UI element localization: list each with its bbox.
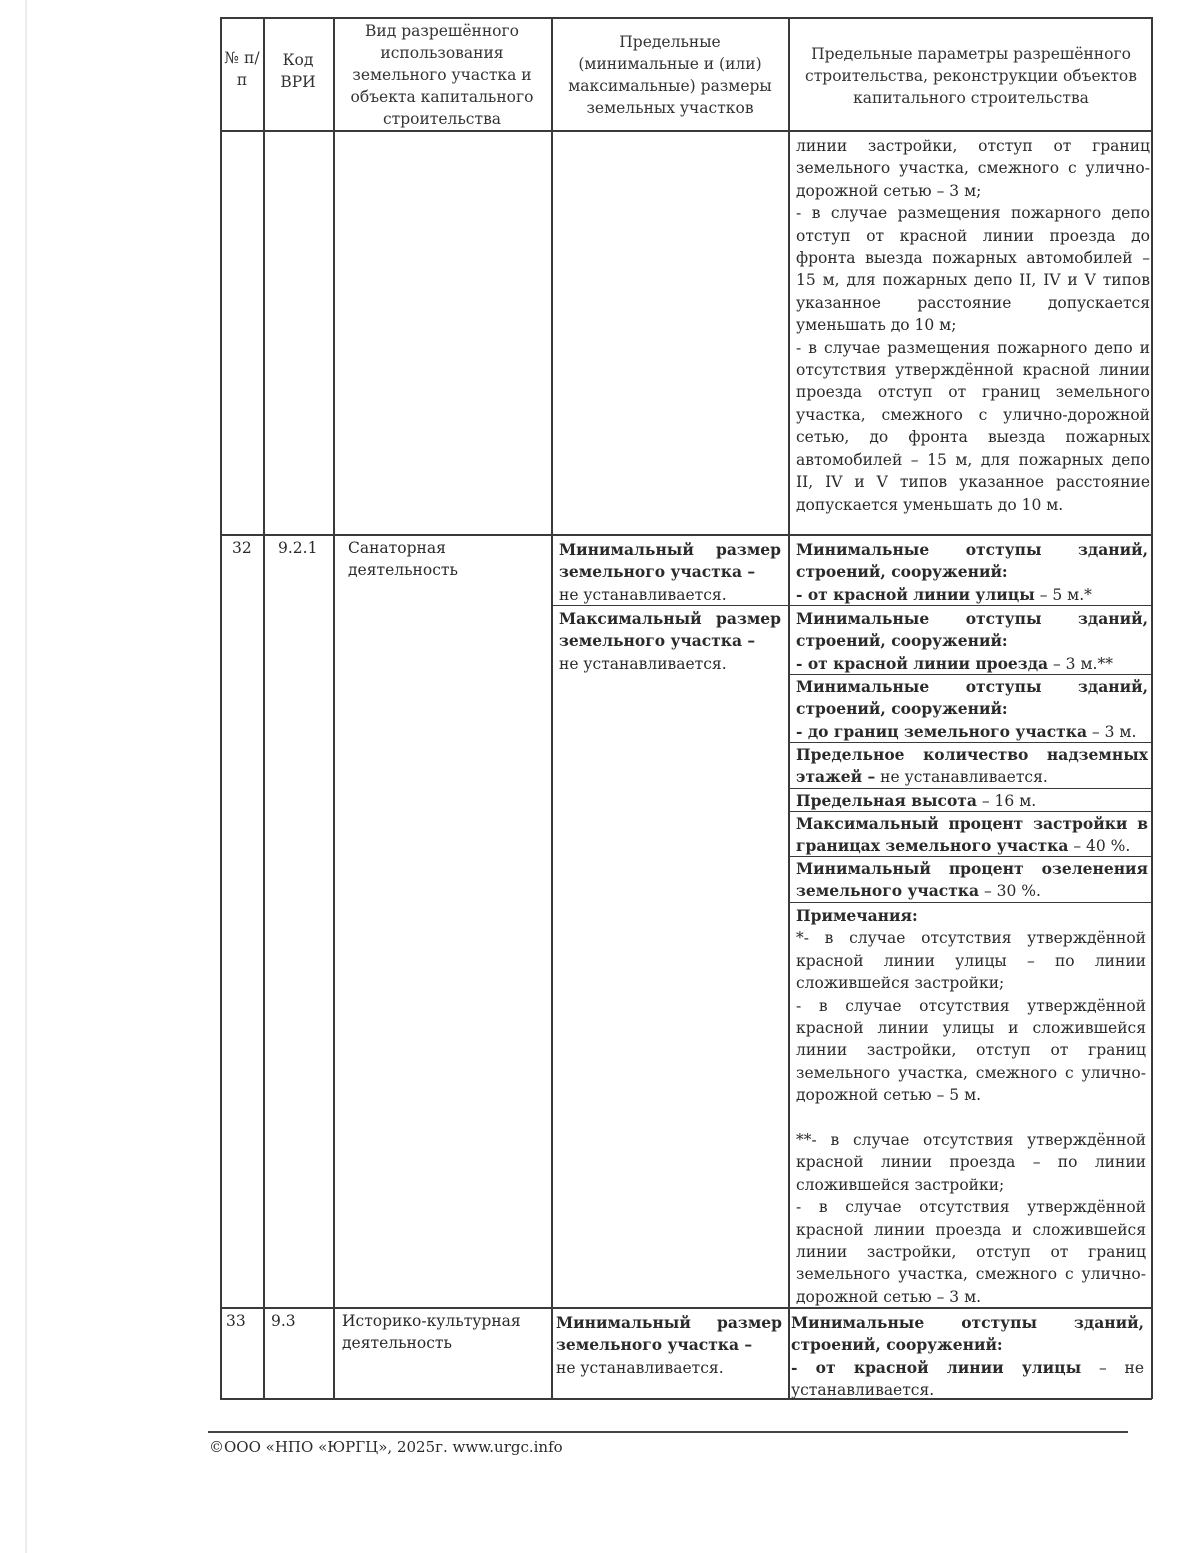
param-3-sublabel: - до границ земельного участка [796, 721, 1087, 741]
row-32-param-1 [796, 539, 1148, 606]
note-4: - в случае отсутствия утверждённой красной линии проезда и сложившейся линии застройки, отступ от границ земельного участка, смежного с улично-дорожной сетью – 3 м. [796, 1198, 1146, 1306]
row-32-param-3 [796, 676, 1148, 743]
row-32-max-size [559, 608, 781, 675]
footer-rule [208, 1431, 1128, 1433]
param-6-label: Максимальный процент застройки в границах земельного участка [796, 814, 1148, 856]
param-2-value: – 3 м.** [1048, 654, 1113, 673]
max-size-value: не устанавливается. [559, 654, 727, 673]
note-3: **- в случае отсутствия утверждённой красной линии проезда – по линии сложившейся застройки; [796, 1131, 1146, 1194]
r33-min-size-label: Минимальный размер земельного участка – [556, 1313, 782, 1355]
param-5-label: Предельная высота [796, 791, 977, 810]
note-2: - в случае отсутствия утверждённой красной линии улицы и сложившейся линии застройки, отступ от границ земельного участка, смежного с улично-дорожной сетью – 5 м. [796, 996, 1146, 1105]
footer-copyright: ©ООО «НПО «ЮРГЦ», 2025г. www.urgc.info [209, 1438, 563, 1456]
row-33-name: Историко-культурная деятельность [342, 1312, 521, 1353]
min-size-value: не устанавливается. [559, 585, 727, 604]
row-32-param-6 [796, 813, 1148, 858]
row-33-code: 9.3 [271, 1312, 296, 1330]
header-plot-sizes: Предельные (минимальные и (или) максимальные) размеры земельных участков [568, 33, 772, 117]
header-use-type: Вид разрешённого использования земельного участка и объекта капитального строительства [350, 22, 534, 128]
r33-param-1-label: Минимальные отступы зданий, строений, сооружений: [791, 1313, 1144, 1355]
r33-min-size-value: не устанавливается. [556, 1358, 724, 1377]
note-spacer [796, 1107, 1146, 1129]
param-1-sublabel: - от красной линии улицы [796, 584, 1035, 604]
param-5-value: – 16 м. [976, 792, 1037, 810]
param-2-sublabel: - от красной линии проезда [796, 653, 1049, 673]
min-size-label: Минимальный размер земельного участка – [559, 540, 781, 582]
notes-title: Примечания: [796, 906, 918, 925]
row-33-min-size [556, 1312, 782, 1379]
row-32-param-5 [796, 790, 1148, 812]
row-32-notes [796, 905, 1146, 1308]
row-32-param-7 [796, 858, 1148, 903]
param-4-label: Предельное количество надземных этажей – [796, 745, 1148, 787]
param-1-value: – 5 м.* [1034, 585, 1092, 604]
row-33-param-1 [791, 1312, 1144, 1402]
row-32-param-4 [796, 744, 1148, 789]
cont-paragraph-3: - в случае размещения пожарного депо и отсутствия утверждённой красной линии проезда отступ от границ земельного участка, смежного с улично-дорожной сетью, до фронта выезда пожарных автомобилей – 15 м, для пожарных депо II, IV и V типов указанное расстояние допускается уменьшать до 10 м. [796, 338, 1150, 514]
header-build-params: Предельные параметры разрешённого строительства, реконструкции объектов капитального строительства [805, 45, 1137, 107]
row-32-num: 32 [232, 539, 252, 557]
cont-paragraph-1: линии застройки, отступ от границ земельного участка, смежного с улично-дорожной сетью – 3 м; [796, 137, 1150, 200]
row-32-param-2 [796, 608, 1148, 675]
header-num: № п/п [224, 49, 260, 89]
param-7-label: Минимальный процент озеленения земельного участка [796, 859, 1148, 901]
param-4-value: не устанавливается. [875, 768, 1048, 787]
param-3-label: Минимальные отступы зданий, строений, сооружений: [796, 677, 1148, 719]
max-size-label: Максимальный размер земельного участка – [559, 609, 781, 651]
row-32-min-size [559, 539, 781, 606]
param-1-label: Минимальные отступы зданий, строений, сооружений: [796, 540, 1148, 582]
header-code: Код ВРИ [280, 51, 316, 91]
cont-params [796, 135, 1150, 516]
r33-param-1-sublabel: - от красной линии улицы [791, 1357, 1082, 1377]
row-33-num: 33 [226, 1312, 246, 1330]
param-6-value: – 40 %. [1068, 837, 1131, 856]
param-2-label: Минимальные отступы зданий, строений, сооружений: [796, 609, 1148, 651]
cont-paragraph-2: - в случае размещения пожарного депо отступ от красной линии проезда до фронта выезда пожарных автомобилей – 15 м, для пожарных депо II, IV и V типов указанное расстояние допускается уменьшать до 10 м; [796, 204, 1150, 335]
param-3-value: – 3 м. [1087, 722, 1137, 741]
row-32-name: Санаторная деятельность [348, 539, 458, 580]
r33-param-1-value: – не устанавливается. [791, 1358, 1144, 1400]
scan-edge [25, 0, 27, 1553]
row-32-code: 9.2.1 [278, 539, 318, 557]
param-7-value: – 30 %. [979, 882, 1041, 901]
note-1: *- в случае отсутствия утверждённой красной линии улицы – по линии сложившейся застройки; [796, 929, 1146, 993]
